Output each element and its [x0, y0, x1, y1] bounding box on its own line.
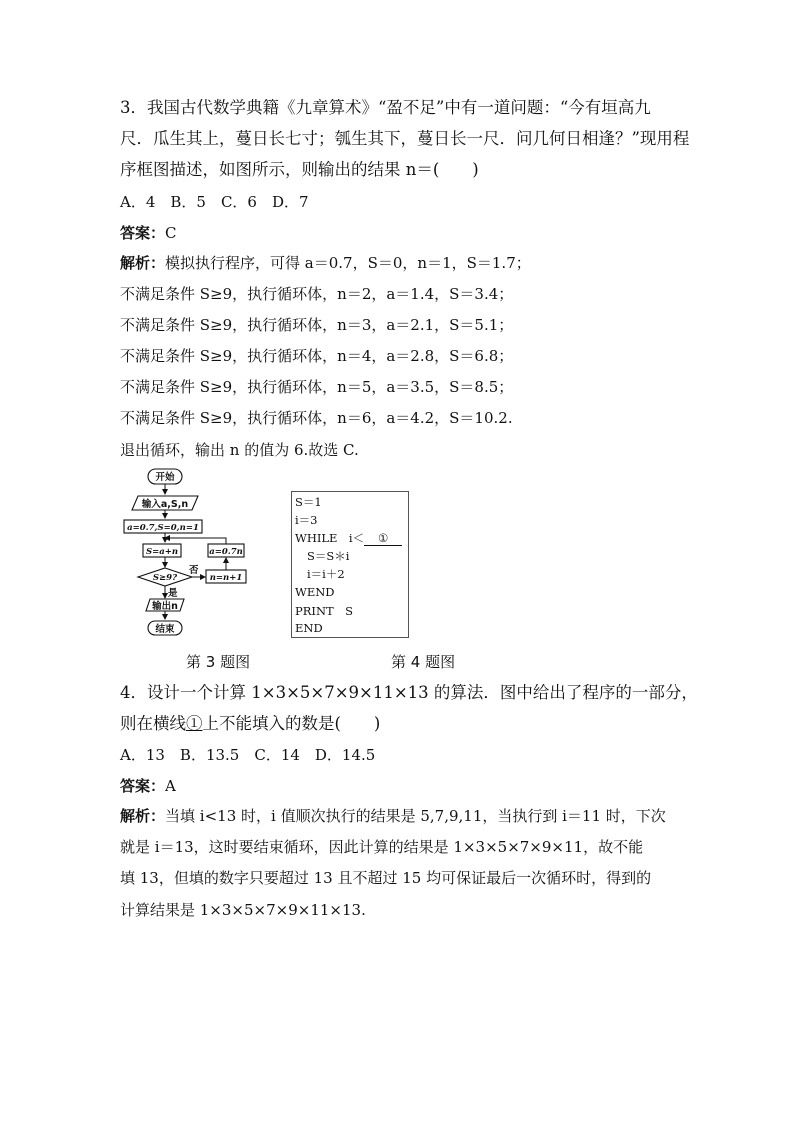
q3-answer-value: C	[165, 224, 177, 242]
q4-stem-line1: 4．设计一个计算 1×3×5×7×9×11×13 的算法．图中给出了程序的一部分，	[120, 683, 698, 702]
q3-analysis-label: 解析：	[120, 254, 166, 272]
program-line-3	[295, 530, 402, 546]
program-line-8: END	[295, 621, 323, 635]
q4-answer-value: A	[165, 777, 176, 795]
q4-options: A．13 B．13.5 C．14 D．14.5	[120, 746, 376, 764]
program-line-4: S＝S＊i	[307, 549, 350, 563]
flowchart-update-s-label: S=a+n	[145, 547, 179, 557]
flowchart-init-label: a=0.7,S=0,n=1	[127, 523, 199, 533]
q3-analysis-line3: 不满足条件 S≥9，执行循环体，n＝3，a＝2.1，S＝5.1；	[120, 316, 514, 334]
program-line-7: PRINT S	[295, 604, 354, 618]
q3-analysis-line4: 不满足条件 S≥9，执行循环体，n＝4，a＝2.8，S＝6.8；	[120, 347, 514, 365]
flowchart-end-label: 结束	[155, 624, 175, 635]
fig4-caption: 第 4 题图	[391, 653, 456, 671]
q3-options: A．4 B．5 C．6 D．7	[120, 193, 309, 211]
flowchart-no-label: 否	[189, 565, 199, 576]
q4-analysis-line2: 就是 i＝13，这时要结束循环，因此计算的结果是 1×3×5×7×9×11，故不能	[120, 838, 644, 856]
q4-stem-line2	[120, 714, 380, 734]
program-line-2: i＝3	[295, 513, 318, 527]
program-while-text: WHILE i＜	[295, 531, 365, 545]
q3-stem-line1: 3．我国古代数学典籍《九章算术》“盈不足”中有一道问题：“今有垣高九	[120, 98, 651, 117]
fig3-caption: 第 3 题图	[186, 653, 251, 671]
q4-analysis-label: 解析：	[120, 807, 166, 825]
flowchart-figure	[110, 466, 260, 638]
flowchart-update-a-label: a=0.7n	[209, 547, 243, 557]
flowchart-output-label: 输出n	[152, 601, 178, 612]
program-line-6: WEND	[295, 585, 335, 599]
q4-stem-pre: 则在横线	[120, 714, 186, 733]
q3-stem-line3: 序框图描述，如图所示，则输出的结果 n＝( )	[120, 160, 479, 179]
q3-analysis-line7: 退出循环，输出 n 的值为 6.故选 C.	[120, 441, 359, 459]
q4-analysis-line3: 填 13，但填的数字只要超过 13 且不超过 15 均可保证最后一次循环时，得到的	[120, 869, 652, 887]
q3-answer	[120, 223, 177, 243]
q4-answer-label: 答案：	[120, 777, 166, 795]
program-blank: ①	[364, 531, 402, 546]
q3-analysis-line5: 不满足条件 S≥9，执行循环体，n＝5，a＝3.5，S＝8.5；	[120, 378, 514, 396]
q4-stem-post: 上不能填入的数是( )	[202, 714, 381, 733]
flowchart-start-label: 开始	[155, 472, 175, 483]
flowchart-condition-label: S≥9?	[152, 573, 178, 583]
q4-analysis-text: 当填 i<13 时，i 值顺次执行的结果是 5,7,9,11，当执行到 i＝11 时，下次	[165, 807, 666, 825]
q4-analysis-line4: 计算结果是 1×3×5×7×9×11×13.	[120, 901, 366, 919]
program-line-1: S＝1	[295, 495, 322, 509]
flowchart-yes-label: 是	[168, 588, 178, 599]
q4-answer	[120, 776, 176, 796]
q4-analysis-line1	[120, 806, 666, 826]
flowchart-incr-n-label: n=n+1	[209, 573, 243, 583]
q4-blank-mark: ①	[186, 714, 203, 733]
q3-analysis-line2: 不满足条件 S≥9，执行循环体，n＝2，a＝1.4，S＝3.4；	[120, 285, 514, 303]
program-box	[291, 491, 409, 638]
program-line-5: i＝i＋2	[307, 567, 345, 581]
q3-analysis-text: 模拟执行程序，可得 a＝0.7，S＝0，n＝1，S＝1.7；	[165, 254, 531, 272]
q3-analysis-line1	[120, 253, 531, 273]
q3-stem-line2: 尺．瓜生其上，蔓日长七寸；瓠生其下，蔓日长一尺．问几何日相逢？”现用程	[120, 129, 690, 148]
flowchart-input-label: 输入a,S,n	[141, 499, 189, 510]
q3-answer-label: 答案：	[120, 224, 166, 242]
q3-analysis-line6: 不满足条件 S≥9，执行循环体，n＝6，a＝4.2，S＝10.2.	[120, 409, 513, 427]
